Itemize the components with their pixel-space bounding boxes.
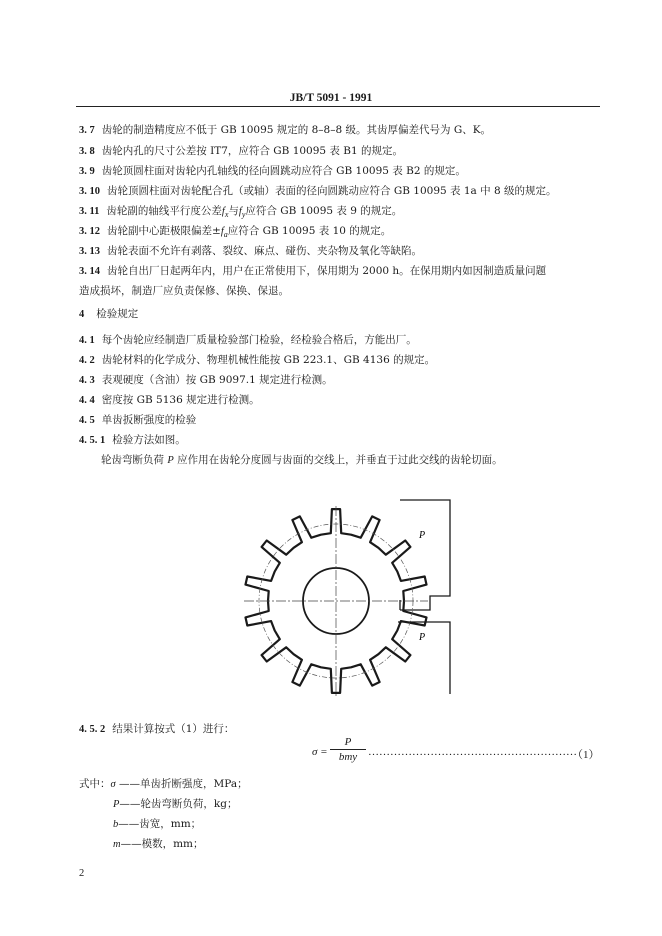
clause-3-8 (79, 144, 403, 159)
clause-text: 应符合 GB 10095 表 9 的规定。 (245, 205, 403, 217)
where-prefix: 式中： (79, 778, 111, 790)
clause-text: 齿轮自出厂日起两年内，用户在正常使用下，保用期为 2000 h。在保用期内如因制造质量问题 (107, 265, 547, 277)
page-number: 2 (79, 868, 85, 879)
symbol-f: f (238, 206, 242, 217)
upper-jaw (400, 500, 450, 610)
clause-text: 齿轮顶圆柱面对齿轮内孔轴线的径向圆跳动应符合 GB 10095 表 B2 的规定。 (101, 165, 466, 177)
equation-number: （1） (572, 749, 600, 761)
where-sigma (79, 777, 248, 792)
page-header: JB/T 5091 - 1991 (289, 92, 373, 104)
symbol-b: b (113, 819, 119, 830)
clause-number: 4. 5 (79, 415, 95, 426)
clause-text: 每个齿轮应经制造厂质量检验部门检验，经检验合格后，方能出厂。 (101, 334, 417, 346)
clause-number: 4. 5. 2 (79, 724, 106, 735)
clause-3-13 (79, 244, 422, 259)
clause-number: 4. 1 (79, 335, 95, 346)
symbol-sigma: σ (110, 779, 116, 790)
paragraph-text: 应作用在齿轮分度圆与齿面的交线上，并垂直于过此交线的齿轮切面。 (173, 454, 503, 466)
where-p (113, 797, 238, 812)
section-number: 4 (79, 309, 85, 320)
header-rule (76, 106, 600, 107)
clause-4-3 (79, 373, 333, 388)
formula-leader-dots: ………………………………………………… (368, 746, 577, 758)
formula-denominator: bmy (338, 751, 358, 763)
clause-number: 4. 3 (79, 375, 95, 386)
clause-number: 3. 10 (79, 186, 100, 197)
clause-text: 齿轮顶圆柱面对齿轮配合孔（或轴）表面的径向圆跳动应符合 GB 10095 表 1a 中 8 级的规定。 (107, 185, 557, 197)
clause-text: 齿轮材料的化学成分、物理机械性能按 GB 223.1、GB 4136 的规定。 (101, 354, 436, 366)
clause-number: 4. 5. 1 (79, 435, 106, 446)
symbol-m: m (113, 839, 121, 850)
clause-4-5 (79, 413, 196, 428)
clause-3-14-cont: 造成损坏，制造厂应负责保修、保换、保退。 (79, 285, 289, 297)
symbol-f: f (221, 206, 225, 217)
subscript: x (224, 210, 229, 220)
clause-text: 齿轮内孔的尺寸公差按 IT7，应符合 GB 10095 表 B1 的规定。 (101, 145, 404, 157)
formula-fraction (330, 736, 366, 763)
where-text: ——单齿折断强度，MPa； (115, 778, 248, 790)
clause-number: 3. 13 (79, 246, 100, 257)
clause-number: 3. 9 (79, 166, 95, 177)
clause-number: 4. 4 (79, 395, 95, 406)
paragraph-load (101, 453, 503, 468)
paragraph-text: 轮齿弯断负荷 (101, 454, 168, 466)
clause-3-11 (79, 204, 402, 222)
section-title: 检验规定 (96, 308, 139, 320)
clause-number: 3. 14 (79, 266, 100, 277)
symbol-p: P (167, 455, 174, 466)
clause-text: 密度按 GB 5136 规定进行检测。 (101, 394, 260, 406)
clause-text: 检验方法如图。 (112, 434, 186, 446)
clause-text: 齿轮的制造精度应不低于 GB 10095 规定的 8–8–8 级。其齿厚偏差代号为 G、K。 (101, 124, 492, 136)
clause-4-2 (79, 353, 435, 368)
where-b (113, 817, 201, 832)
clause-number: 3. 12 (79, 226, 100, 237)
clause-text: 表观硬度（含油）按 GB 9097.1 规定进行检测。 (101, 374, 333, 386)
clause-3-7 (79, 123, 491, 138)
load-label-bottom: P (419, 632, 426, 643)
formula-lhs: σ = (312, 746, 328, 758)
subscript: y (241, 210, 246, 220)
clause-number: 3. 8 (79, 146, 95, 157)
clause-text: 齿轮表面不允许有剥落、裂纹、麻点、碰伤、夹杂物及氧化等缺陷。 (107, 245, 422, 257)
clause-text: 应符合 GB 10095 表 10 的规定。 (227, 225, 392, 237)
clause-text: 单齿扳断强度的检验 (101, 414, 197, 426)
formula-1 (312, 736, 602, 776)
clause-number: 3. 11 (79, 206, 100, 217)
clause-4-1 (79, 333, 417, 348)
load-label-top: P (419, 530, 426, 541)
clause-4-5-1 (79, 433, 186, 448)
clause-4-4 (79, 393, 260, 408)
clause-3-10 (79, 184, 557, 199)
clause-text: 齿轮副的轴线平行度公差 (106, 205, 222, 217)
where-m (113, 837, 204, 852)
where-text: ——轮齿弯断负荷，kg； (119, 798, 238, 810)
gear-diagram (240, 498, 460, 704)
gear-test-figure (240, 498, 460, 708)
symbol-f: f (220, 226, 224, 237)
clause-text: 结果计算按式（1）进行： (112, 723, 235, 735)
section-4-heading (79, 307, 138, 322)
clause-3-14 (79, 264, 546, 279)
clause-4-5-2 (79, 722, 234, 737)
formula-numerator: P (330, 736, 366, 750)
clause-3-12 (79, 224, 391, 242)
subscript: a (223, 230, 228, 240)
clause-number: 4. 2 (79, 355, 95, 366)
where-text: ——齿宽，mm； (118, 818, 202, 830)
clause-text: 与 (228, 205, 239, 217)
clause-number: 3. 7 (79, 125, 95, 136)
symbol-p: P (113, 799, 120, 810)
clause-3-9 (79, 164, 466, 179)
clause-text: 齿轮副中心距极限偏差± (107, 225, 221, 237)
where-text: ——模数，mm； (120, 838, 204, 850)
